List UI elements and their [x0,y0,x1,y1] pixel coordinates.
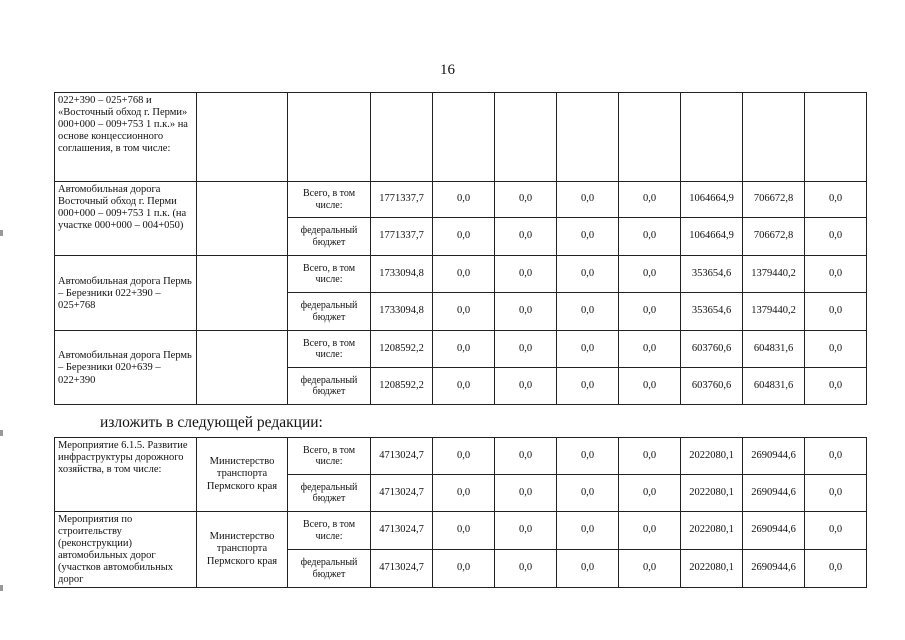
table-row [55,182,867,218]
budget-table-old [54,92,867,405]
year-amount-cell: 0,0 [433,512,495,550]
table-row [55,512,867,550]
total-amount-cell [371,93,433,182]
year-amount-cell: 0,0 [557,475,619,512]
table-row [55,331,867,368]
funding-source-cell: Всего, в том числе: [288,438,371,475]
year-amount-cell: 604831,6 [743,368,805,405]
funding-source-cell: федеральный бюджет [288,293,371,331]
funding-source-cell: Всего, в том числе: [288,512,371,550]
year-amount-cell [743,93,805,182]
funding-source-cell: Всего, в том числе: [288,331,371,368]
year-amount-cell: 0,0 [619,182,681,218]
year-amount-cell: 1379440,2 [743,293,805,331]
year-amount-cell: 706672,8 [743,218,805,256]
year-amount-cell: 0,0 [495,293,557,331]
year-amount-cell: 2022080,1 [681,438,743,475]
total-amount-cell: 1208592,2 [371,331,433,368]
year-amount-cell: 1064664,9 [681,218,743,256]
total-amount-cell: 1771337,7 [371,218,433,256]
year-amount-cell: 0,0 [433,331,495,368]
year-amount-cell: 2690944,6 [743,512,805,550]
table-row [55,93,867,182]
budget-table-new [54,437,867,588]
activity-name-cell: Автомобильная дорога Пермь – Березники 020+639 – 022+390 [55,331,197,405]
total-amount-cell: 4713024,7 [371,512,433,550]
year-amount-cell: 0,0 [433,475,495,512]
year-amount-cell [805,93,867,182]
year-amount-cell: 0,0 [557,512,619,550]
year-amount-cell: 0,0 [433,256,495,293]
year-amount-cell: 0,0 [619,550,681,588]
executor-cell: Министерство транспорта Пермского края [197,512,288,588]
year-amount-cell: 0,0 [433,368,495,405]
year-amount-cell: 353654,6 [681,293,743,331]
year-amount-cell: 0,0 [557,550,619,588]
year-amount-cell: 0,0 [495,256,557,293]
year-amount-cell [681,93,743,182]
year-amount-cell: 1379440,2 [743,256,805,293]
total-amount-cell: 4713024,7 [371,475,433,512]
funding-source-cell: Всего, в том числе: [288,256,371,293]
year-amount-cell: 0,0 [433,438,495,475]
year-amount-cell: 0,0 [805,256,867,293]
scan-edge-mark [0,430,3,436]
year-amount-cell: 0,0 [557,256,619,293]
year-amount-cell: 0,0 [619,331,681,368]
page-number: 16 [440,62,455,78]
year-amount-cell: 0,0 [557,438,619,475]
activity-name-cell: Мероприятие 6.1.5. Развитие инфраструктуры дорожного хозяйства, в том числе: [55,438,197,512]
executor-cell [197,182,288,256]
executor-cell [197,93,288,182]
year-amount-cell: 0,0 [495,512,557,550]
edit-instruction: изложить в следующей редакции: [100,414,323,431]
year-amount-cell: 0,0 [433,218,495,256]
year-amount-cell [619,93,681,182]
executor-cell [197,331,288,405]
year-amount-cell: 0,0 [619,256,681,293]
activity-name-cell: Автомобильная дорога Восточный обход г. Перми 000+000 – 009+753 1 п.к. (на участке 000+000 – 004+050) [55,182,197,256]
year-amount-cell [433,93,495,182]
table-row [55,438,867,475]
year-amount-cell: 0,0 [805,368,867,405]
activity-name-cell: Автомобильная дорога Пермь – Березники 022+390 – 025+768 [55,256,197,331]
year-amount-cell: 0,0 [433,182,495,218]
funding-source-cell: федеральный бюджет [288,550,371,588]
year-amount-cell: 0,0 [557,293,619,331]
year-amount-cell: 0,0 [805,331,867,368]
year-amount-cell: 2690944,6 [743,550,805,588]
year-amount-cell: 0,0 [433,550,495,588]
year-amount-cell: 603760,6 [681,331,743,368]
funding-source-cell [288,93,371,182]
year-amount-cell: 2022080,1 [681,475,743,512]
year-amount-cell: 0,0 [805,218,867,256]
year-amount-cell: 0,0 [495,475,557,512]
funding-source-cell: Всего, в том числе: [288,182,371,218]
total-amount-cell: 1771337,7 [371,182,433,218]
scan-edge-mark [0,585,3,591]
year-amount-cell [495,93,557,182]
year-amount-cell: 0,0 [619,218,681,256]
year-amount-cell: 0,0 [619,512,681,550]
year-amount-cell: 0,0 [619,293,681,331]
year-amount-cell: 2690944,6 [743,438,805,475]
year-amount-cell: 0,0 [495,550,557,588]
year-amount-cell: 706672,8 [743,182,805,218]
funding-source-cell: федеральный бюджет [288,218,371,256]
scan-edge-mark [0,230,3,236]
year-amount-cell: 0,0 [495,368,557,405]
funding-source-cell: федеральный бюджет [288,368,371,405]
executor-cell [197,256,288,331]
year-amount-cell: 0,0 [619,475,681,512]
total-amount-cell: 4713024,7 [371,550,433,588]
year-amount-cell: 0,0 [557,218,619,256]
year-amount-cell: 0,0 [805,293,867,331]
year-amount-cell: 0,0 [495,438,557,475]
year-amount-cell [557,93,619,182]
year-amount-cell: 2690944,6 [743,475,805,512]
year-amount-cell: 604831,6 [743,331,805,368]
year-amount-cell: 0,0 [495,331,557,368]
year-amount-cell: 0,0 [805,438,867,475]
table-row [55,256,867,293]
year-amount-cell: 0,0 [557,331,619,368]
total-amount-cell: 1208592,2 [371,368,433,405]
total-amount-cell: 4713024,7 [371,438,433,475]
year-amount-cell: 0,0 [805,550,867,588]
year-amount-cell: 0,0 [557,368,619,405]
year-amount-cell: 2022080,1 [681,512,743,550]
year-amount-cell: 0,0 [495,218,557,256]
year-amount-cell: 0,0 [619,368,681,405]
executor-cell: Министерство транспорта Пермского края [197,438,288,512]
year-amount-cell: 2022080,1 [681,550,743,588]
year-amount-cell: 0,0 [433,293,495,331]
activity-name-cell: Мероприятия по строительству (реконструкции) автомобильных дорог (участков автомобильных дорог [55,512,197,588]
activity-name-cell: 022+390 – 025+768 и «Восточный обход г. Перми» 000+000 – 009+753 1 п.к.» на основе концессионного соглашения, в том числе: [55,93,197,182]
year-amount-cell: 0,0 [805,182,867,218]
year-amount-cell: 353654,6 [681,256,743,293]
year-amount-cell: 0,0 [805,475,867,512]
total-amount-cell: 1733094,8 [371,256,433,293]
year-amount-cell: 0,0 [619,438,681,475]
funding-source-cell: федеральный бюджет [288,475,371,512]
year-amount-cell: 0,0 [495,182,557,218]
year-amount-cell: 0,0 [805,512,867,550]
year-amount-cell: 603760,6 [681,368,743,405]
year-amount-cell: 0,0 [557,182,619,218]
year-amount-cell: 1064664,9 [681,182,743,218]
total-amount-cell: 1733094,8 [371,293,433,331]
